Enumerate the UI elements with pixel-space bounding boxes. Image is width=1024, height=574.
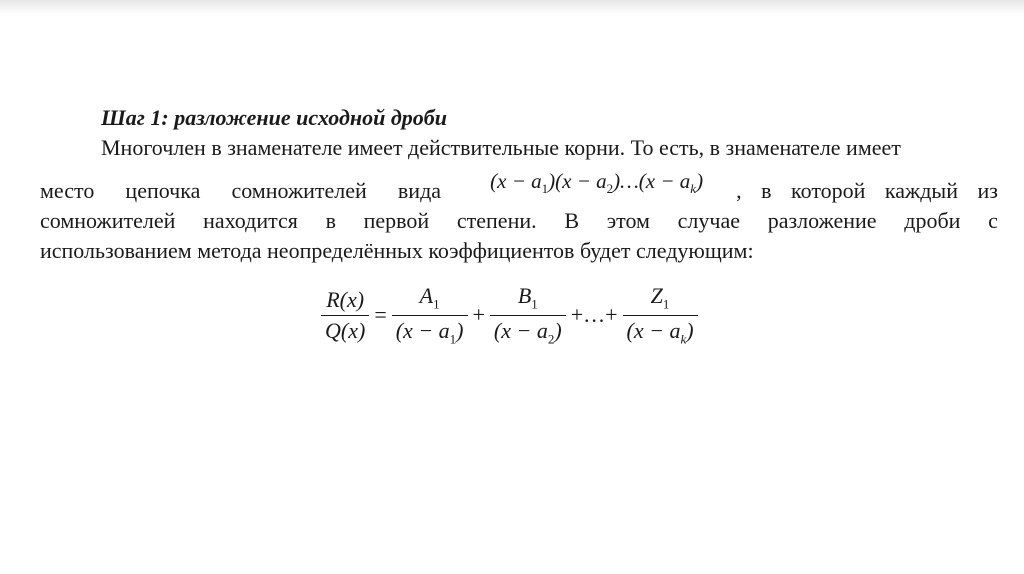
formula-subscript: 1 — [531, 296, 538, 312]
term-k-numerator — [623, 283, 698, 315]
formula-subscript: 1 — [541, 181, 549, 197]
term-k-fraction — [623, 283, 698, 347]
formula-part: ) — [554, 317, 562, 343]
word: сомножителей — [231, 178, 367, 203]
term-1-denominator — [392, 316, 468, 347]
word: находится — [203, 208, 298, 233]
plus-sign: + — [472, 302, 485, 327]
word: вида — [397, 178, 442, 203]
formula-subscript: 1 — [449, 330, 457, 346]
word: степени. — [456, 208, 537, 233]
formula-part: (x − a — [490, 169, 542, 193]
step-title: Шаг 1: разложение исходной дроби — [101, 105, 447, 130]
paragraph-line-3 — [40, 206, 998, 236]
top-shadow — [0, 0, 1024, 14]
term-2-fraction — [490, 283, 566, 347]
word: случае — [677, 208, 740, 233]
word: разложение — [767, 208, 877, 233]
equals-sign: = — [374, 302, 387, 327]
word: сомножителей — [40, 208, 176, 233]
term-2-denominator — [490, 316, 566, 347]
formula-subscript: 2 — [547, 330, 555, 346]
inline-factor-chain-formula — [490, 166, 703, 204]
paragraph-line-4: использованием метода неопределённых коэффициентов будет следующим: — [40, 238, 754, 263]
formula-subscript: 1 — [433, 296, 440, 312]
word: первой — [363, 208, 430, 233]
word: В — [564, 208, 579, 233]
formula-part: (x − a — [395, 317, 450, 343]
paragraph-line-1: Многочлен в знаменателе имеет действительные корни. То есть, в знаменателе имеет — [101, 135, 901, 160]
term-1-numerator — [392, 283, 468, 315]
formula-subscript: 2 — [606, 181, 614, 197]
word: место — [40, 178, 95, 203]
word: в — [325, 208, 336, 233]
formula-subscript: 1 — [662, 296, 670, 312]
word: этом — [606, 208, 650, 233]
lhs-denominator: Q(x) — [325, 317, 366, 343]
formula-part: B — [517, 283, 532, 309]
formula-part: A — [419, 283, 434, 309]
lhs-fraction — [321, 287, 369, 344]
formula-part: ) — [686, 317, 694, 343]
formula-part: ) — [456, 317, 464, 343]
term-2-numerator — [490, 283, 566, 315]
lhs-numerator: R(x) — [321, 287, 369, 316]
formula-part: Z — [650, 283, 663, 309]
word: цепочка — [125, 178, 201, 203]
term-k-denominator — [623, 316, 698, 347]
word: с — [988, 208, 998, 233]
term-1-fraction — [392, 283, 468, 347]
formula-part: )(x − a — [548, 169, 607, 193]
word: дроби — [904, 208, 961, 233]
formula-part: )…(x − a — [613, 169, 691, 193]
formula-part: (x − a — [626, 317, 681, 343]
plus-ellipsis-plus: +…+ — [570, 302, 618, 327]
formula-subscript: k — [690, 181, 697, 197]
line-2-tail: , в которой каждый из — [736, 178, 998, 203]
formula-part: ) — [696, 169, 704, 193]
formula-part: (x − a — [493, 317, 548, 343]
partial-fraction-formula — [318, 280, 701, 350]
formula-subscript: k — [680, 330, 687, 346]
